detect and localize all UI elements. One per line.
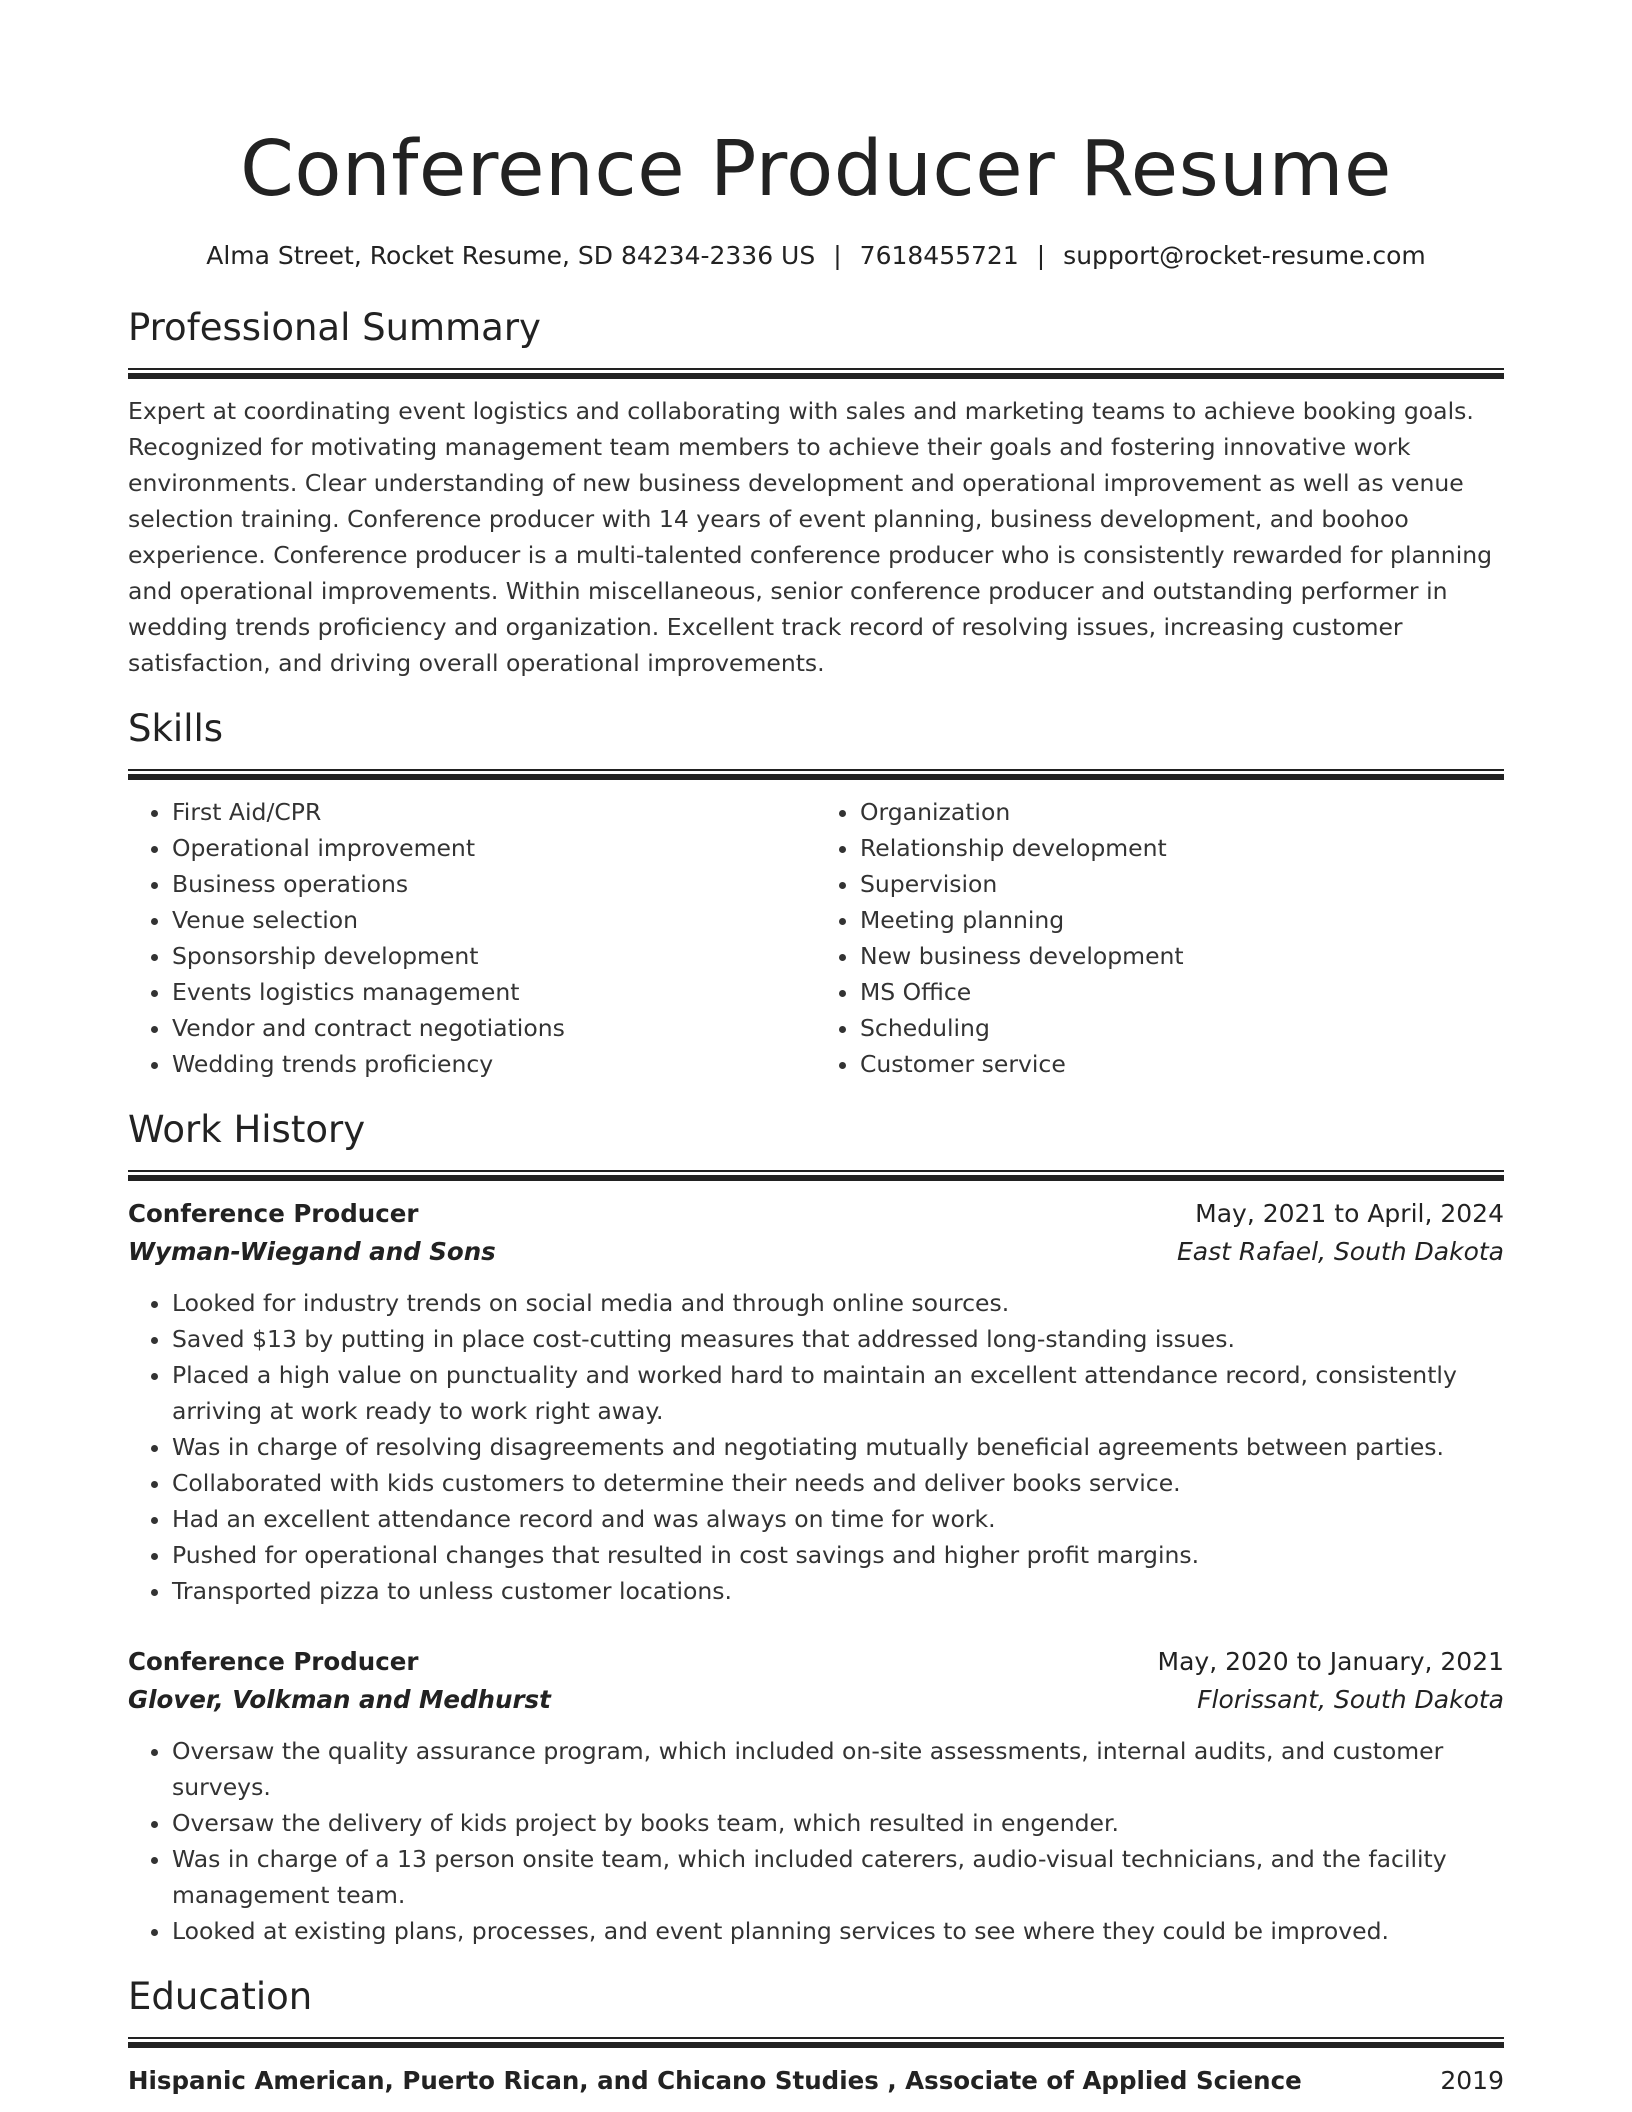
job-location: East Rafael, South Dakota: [1177, 1237, 1504, 1266]
skills-columns: [128, 794, 1504, 1082]
job-bullet: • Placed a high value on punctuality and worked hard to maintain an excellent attendance record, consistently arriving at work ready to work right away.: [172, 1357, 1504, 1429]
contact-phone: 7618455721: [859, 241, 1019, 270]
skill-item: • First Aid/CPR: [172, 794, 816, 830]
skill-item: • Business operations: [172, 866, 816, 902]
job-company: Wyman-Wiegand and Sons: [128, 1237, 496, 1266]
section-divider: [128, 368, 1504, 379]
skill-item: • Customer service: [860, 1046, 1504, 1082]
job-bullet: • Oversaw the quality assurance program, which included on-site assessments, internal audits, and customer surveys.: [172, 1733, 1504, 1805]
skill-item: • Operational improvement: [172, 830, 816, 866]
skills-list-right: [816, 794, 1504, 1082]
job-bullet: • Pushed for operational changes that resulted in cost savings and higher profit margins.: [172, 1537, 1504, 1573]
job-header-row: [128, 1195, 1504, 1233]
job-dates: May, 2021 to April, 2024: [1195, 1199, 1504, 1228]
skills-section: [128, 703, 1504, 1082]
skill-item: • Events logistics management: [172, 974, 816, 1010]
job-bullet: • Had an excellent attendance record and was always on time for work.: [172, 1501, 1504, 1537]
job-entry: [128, 1195, 1504, 1609]
section-divider: [128, 2037, 1504, 2048]
job-dates: May, 2020 to January, 2021: [1157, 1647, 1504, 1676]
skill-item: • Scheduling: [860, 1010, 1504, 1046]
education-section: [128, 1971, 1504, 2100]
skill-item: • New business development: [860, 938, 1504, 974]
skill-item: • MS Office: [860, 974, 1504, 1010]
job-bullet: • Transported pizza to unless customer locations.: [172, 1573, 1504, 1609]
contact-email[interactable]: support@rocket-resume.com: [1063, 241, 1426, 270]
job-title: Conference Producer: [128, 1199, 419, 1228]
section-heading-education: Education: [128, 1975, 313, 2018]
summary-text: Expert at coordinating event logistics and collaborating with sales and marketing teams to achieve booking goals. Recognized for motivating management team members to achieve their goals and fostering innovative work environments. Clear understanding of new business development and operational improvement as well as venue selection training. Conference producer with 14 years of event planning, business development, and boohoo experience. Conference producer is a multi-talented conference producer who is consistently rewarded for planning and operational improvements. Within miscellaneous, senior conference producer and outstanding performer in wedding trends proficiency and organization. Excellent track record of resolving issues, increasing customer satisfaction, and driving overall operational improvements.: [128, 397, 1493, 677]
job-bullet: • Looked for industry trends on social media and through online sources.: [172, 1285, 1504, 1321]
job-bullets: [128, 1733, 1504, 1949]
skill-item: • Wedding trends proficiency: [172, 1046, 816, 1082]
section-heading-skills: Skills: [128, 707, 224, 750]
section-heading-summary: Professional Summary: [128, 306, 541, 349]
work-section: [128, 1104, 1504, 1949]
job-entry: [128, 1643, 1504, 1949]
education-degree: Hispanic American, Puerto Rican, and Chicano Studies , Associate of Applied Science: [128, 2066, 1302, 2095]
job-header-row: [128, 1643, 1504, 1681]
job-company: Glover, Volkman and Medhurst: [128, 1685, 551, 1714]
job-bullets: [128, 1285, 1504, 1609]
resume-title: Conference Producer Resume: [240, 125, 1392, 214]
job-company-row: [128, 1233, 1504, 1271]
contact-address: Alma Street, Rocket Resume, SD 84234-2336 US: [206, 241, 816, 270]
skill-item: • Vendor and contract negotiations: [172, 1010, 816, 1046]
job-bullet: • Looked at existing plans, processes, and event planning services to see where they could be improved.: [172, 1913, 1504, 1949]
job-company-row: [128, 1681, 1504, 1719]
summary-section: [128, 302, 1504, 681]
skill-item: • Relationship development: [860, 830, 1504, 866]
education-entry: [128, 2062, 1504, 2100]
contact-separator: |: [833, 241, 842, 270]
job-bullet: • Oversaw the delivery of kids project by books team, which resulted in engender.: [172, 1805, 1504, 1841]
education-year: 2019: [1440, 2066, 1504, 2095]
skill-item: • Sponsorship development: [172, 938, 816, 974]
section-heading-work: Work History: [128, 1108, 366, 1151]
job-bullet: • Collaborated with kids customers to determine their needs and deliver books service.: [172, 1465, 1504, 1501]
skill-item: • Venue selection: [172, 902, 816, 938]
skill-item: • Meeting planning: [860, 902, 1504, 938]
section-divider: [128, 769, 1504, 780]
job-title: Conference Producer: [128, 1647, 419, 1676]
job-bullet: • Was in charge of resolving disagreements and negotiating mutually beneficial agreements between parties.: [172, 1429, 1504, 1465]
section-divider: [128, 1170, 1504, 1181]
job-location: Florissant, South Dakota: [1197, 1685, 1504, 1714]
skills-list-left: [128, 794, 816, 1082]
skill-item: • Organization: [860, 794, 1504, 830]
job-bullet: • Was in charge of a 13 person onsite team, which included caterers, audio-visual technicians, and the facility management team.: [172, 1841, 1504, 1913]
contact-separator: |: [1036, 241, 1046, 270]
job-bullet: • Saved $13 by putting in place cost-cutting measures that addressed long-standing issues.: [172, 1321, 1504, 1357]
skill-item: • Supervision: [860, 866, 1504, 902]
contact-line: [128, 238, 1504, 274]
